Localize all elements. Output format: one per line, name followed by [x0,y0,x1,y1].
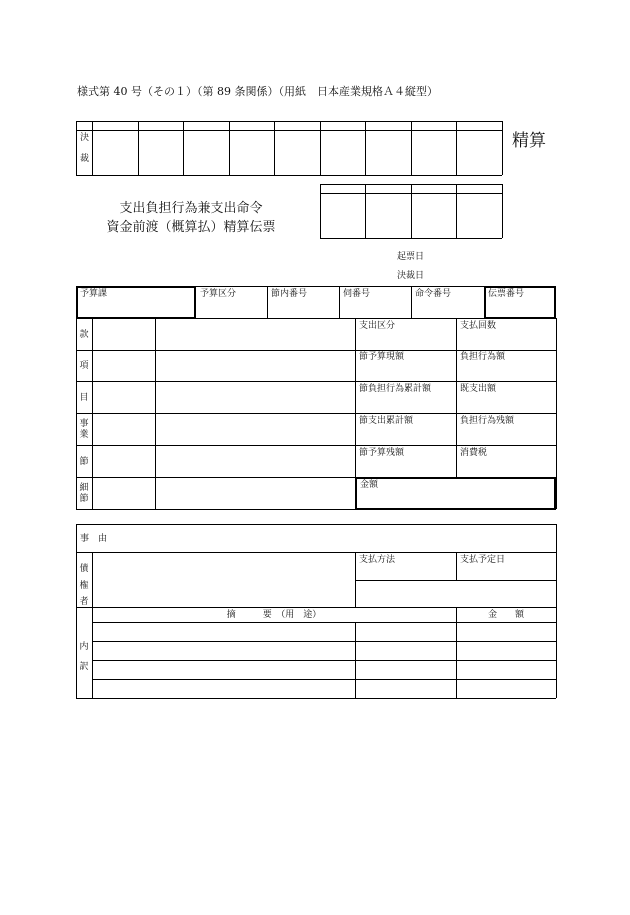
voucher-number-label: 伝票番号 [488,289,525,299]
breakdown-label: 内 訳 [79,642,89,672]
decision-date-label: 決裁日 [397,271,425,281]
document-title-line2: 資金前渡（概算払）精算伝票 [106,219,276,235]
creditor-label: 債 権 者 [79,564,89,608]
consumption-tax-label: 消費税 [460,448,488,458]
section-budget-current-label: 節予算現額 [359,352,405,362]
settlement-stamp-label: 精算 [512,131,546,151]
payment-count-label: 支払回数 [460,321,497,331]
document-title-line1: 支出負担行為兼支出命令 [119,201,263,216]
amount-label: 金額 [360,480,379,490]
section-internal-number-label: 節内番号 [271,289,308,299]
purpose-header: 摘 要 （用 途） [226,610,322,620]
budget-section-label: 予算課 [80,289,108,299]
section-commitment-cumulative-label: 節負担行為累計額 [359,384,432,394]
kan-label: 款 [79,330,89,340]
budget-category-label: 予算区分 [200,289,237,299]
approval-label-bottom: 裁 [80,154,90,164]
order-number-label: 命令番号 [415,289,452,299]
saisetsu-label: 細 節 [79,483,89,505]
section-expenditure-cumulative-label: 節支出累計額 [359,416,414,426]
approval-label-top: 決 [80,133,90,143]
expenditure-category-label: 支出区分 [359,321,396,331]
form-title: 様式第 40 号（その１）（第 89 条関係）（用紙 日本産業規格Ａ４縦型） [77,85,438,98]
paid-amount-label: 既支出額 [460,384,497,394]
commitment-balance-label: 負担行為残額 [460,416,515,426]
section-budget-balance-label: 節予算残額 [359,448,405,458]
breakdown-amount-header: 金 額 [487,610,524,620]
commitment-amount-label: 負担行為額 [460,352,506,362]
jigyo-label: 事 業 [79,419,89,441]
inquiry-number-label: 伺番号 [343,289,371,299]
setsu-label: 節 [79,457,89,467]
payment-due-date-label: 支払予定日 [460,555,506,565]
reason-label: 事 由 [80,534,108,544]
issue-date-label: 起票日 [397,252,425,262]
document-title [96,200,286,238]
payment-method-label: 支払方法 [359,555,396,565]
kou-label: 項 [79,361,89,371]
moku-label: 目 [79,393,89,403]
